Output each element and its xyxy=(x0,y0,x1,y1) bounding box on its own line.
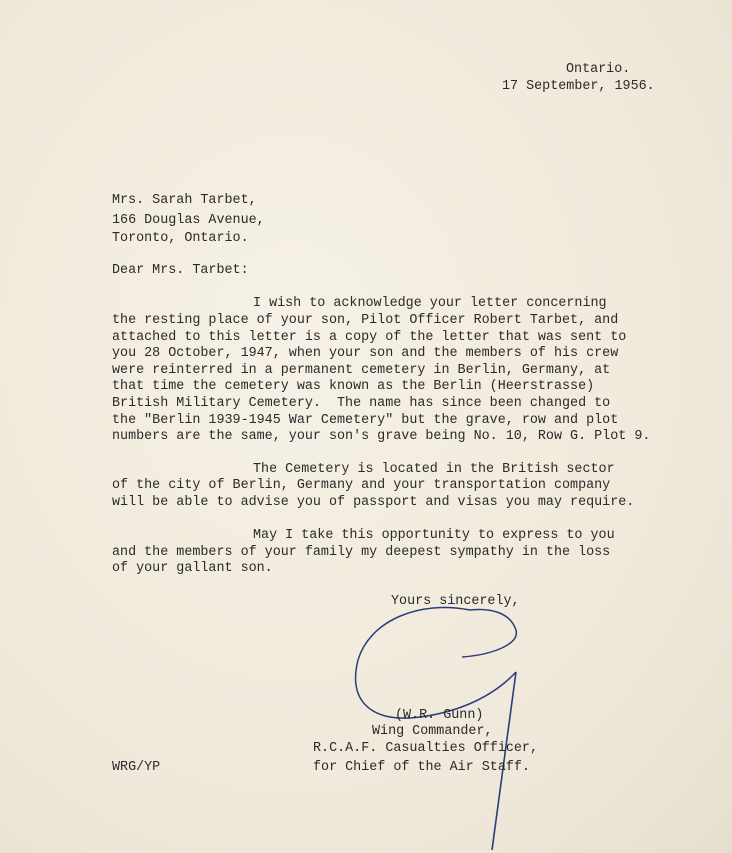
reference-initials: WRG/YP xyxy=(112,760,161,775)
paragraph-1-line: were reinterred in a permanent cemetery in Berlin, Germany, at xyxy=(112,363,611,378)
paragraph-1-line: you 28 October, 1947, when your son and the members of his crew xyxy=(112,346,619,361)
signatory-on-behalf: for Chief of the Air Staff. xyxy=(313,760,530,775)
recipient-street: 166 Douglas Avenue, xyxy=(112,213,265,228)
paragraph-2-line: will be able to advise you of passport and visas you may require. xyxy=(112,495,635,510)
recipient-name: Mrs. Sarah Tarbet, xyxy=(112,193,257,208)
signatory-name: (W.R. Gunn) xyxy=(395,708,484,723)
closing: Yours sincerely, xyxy=(391,594,520,609)
paragraph-3-line: of your gallant son. xyxy=(112,561,273,576)
paragraph-1-line: the resting place of your son, Pilot Officer Robert Tarbet, and xyxy=(112,313,619,328)
place: Ontario. xyxy=(566,62,631,77)
paragraph-1-line: that time the cemetery was known as the Berlin (Heerstrasse) xyxy=(112,379,595,394)
paragraph-3-line: and the members of your family my deepest sympathy in the loss xyxy=(112,545,611,560)
paragraph-2-line: of the city of Berlin, Germany and your transportation company xyxy=(112,478,611,493)
paragraph-1-line: the "Berlin 1939-1945 War Cemetery" but the grave, row and plot xyxy=(112,413,619,428)
paragraph-1-line: I wish to acknowledge your letter concerning xyxy=(253,296,607,311)
paragraph-1-line: British Military Cemetery. The name has since been changed to xyxy=(112,396,611,411)
signatory-title: R.C.A.F. Casualties Officer, xyxy=(313,741,538,756)
paragraph-3-line: May I take this opportunity to express to you xyxy=(253,528,615,543)
paragraph-1-line: numbers are the same, your son's grave being No. 10, Row G. Plot 9. xyxy=(112,429,651,444)
salutation: Dear Mrs. Tarbet: xyxy=(112,263,249,278)
date: 17 September, 1956. xyxy=(502,79,655,94)
paragraph-2-line: The Cemetery is located in the British sector xyxy=(253,462,615,477)
signatory-rank: Wing Commander, xyxy=(372,724,493,739)
recipient-city: Toronto, Ontario. xyxy=(112,231,249,246)
paragraph-1-line: attached to this letter is a copy of the letter that was sent to xyxy=(112,330,627,345)
